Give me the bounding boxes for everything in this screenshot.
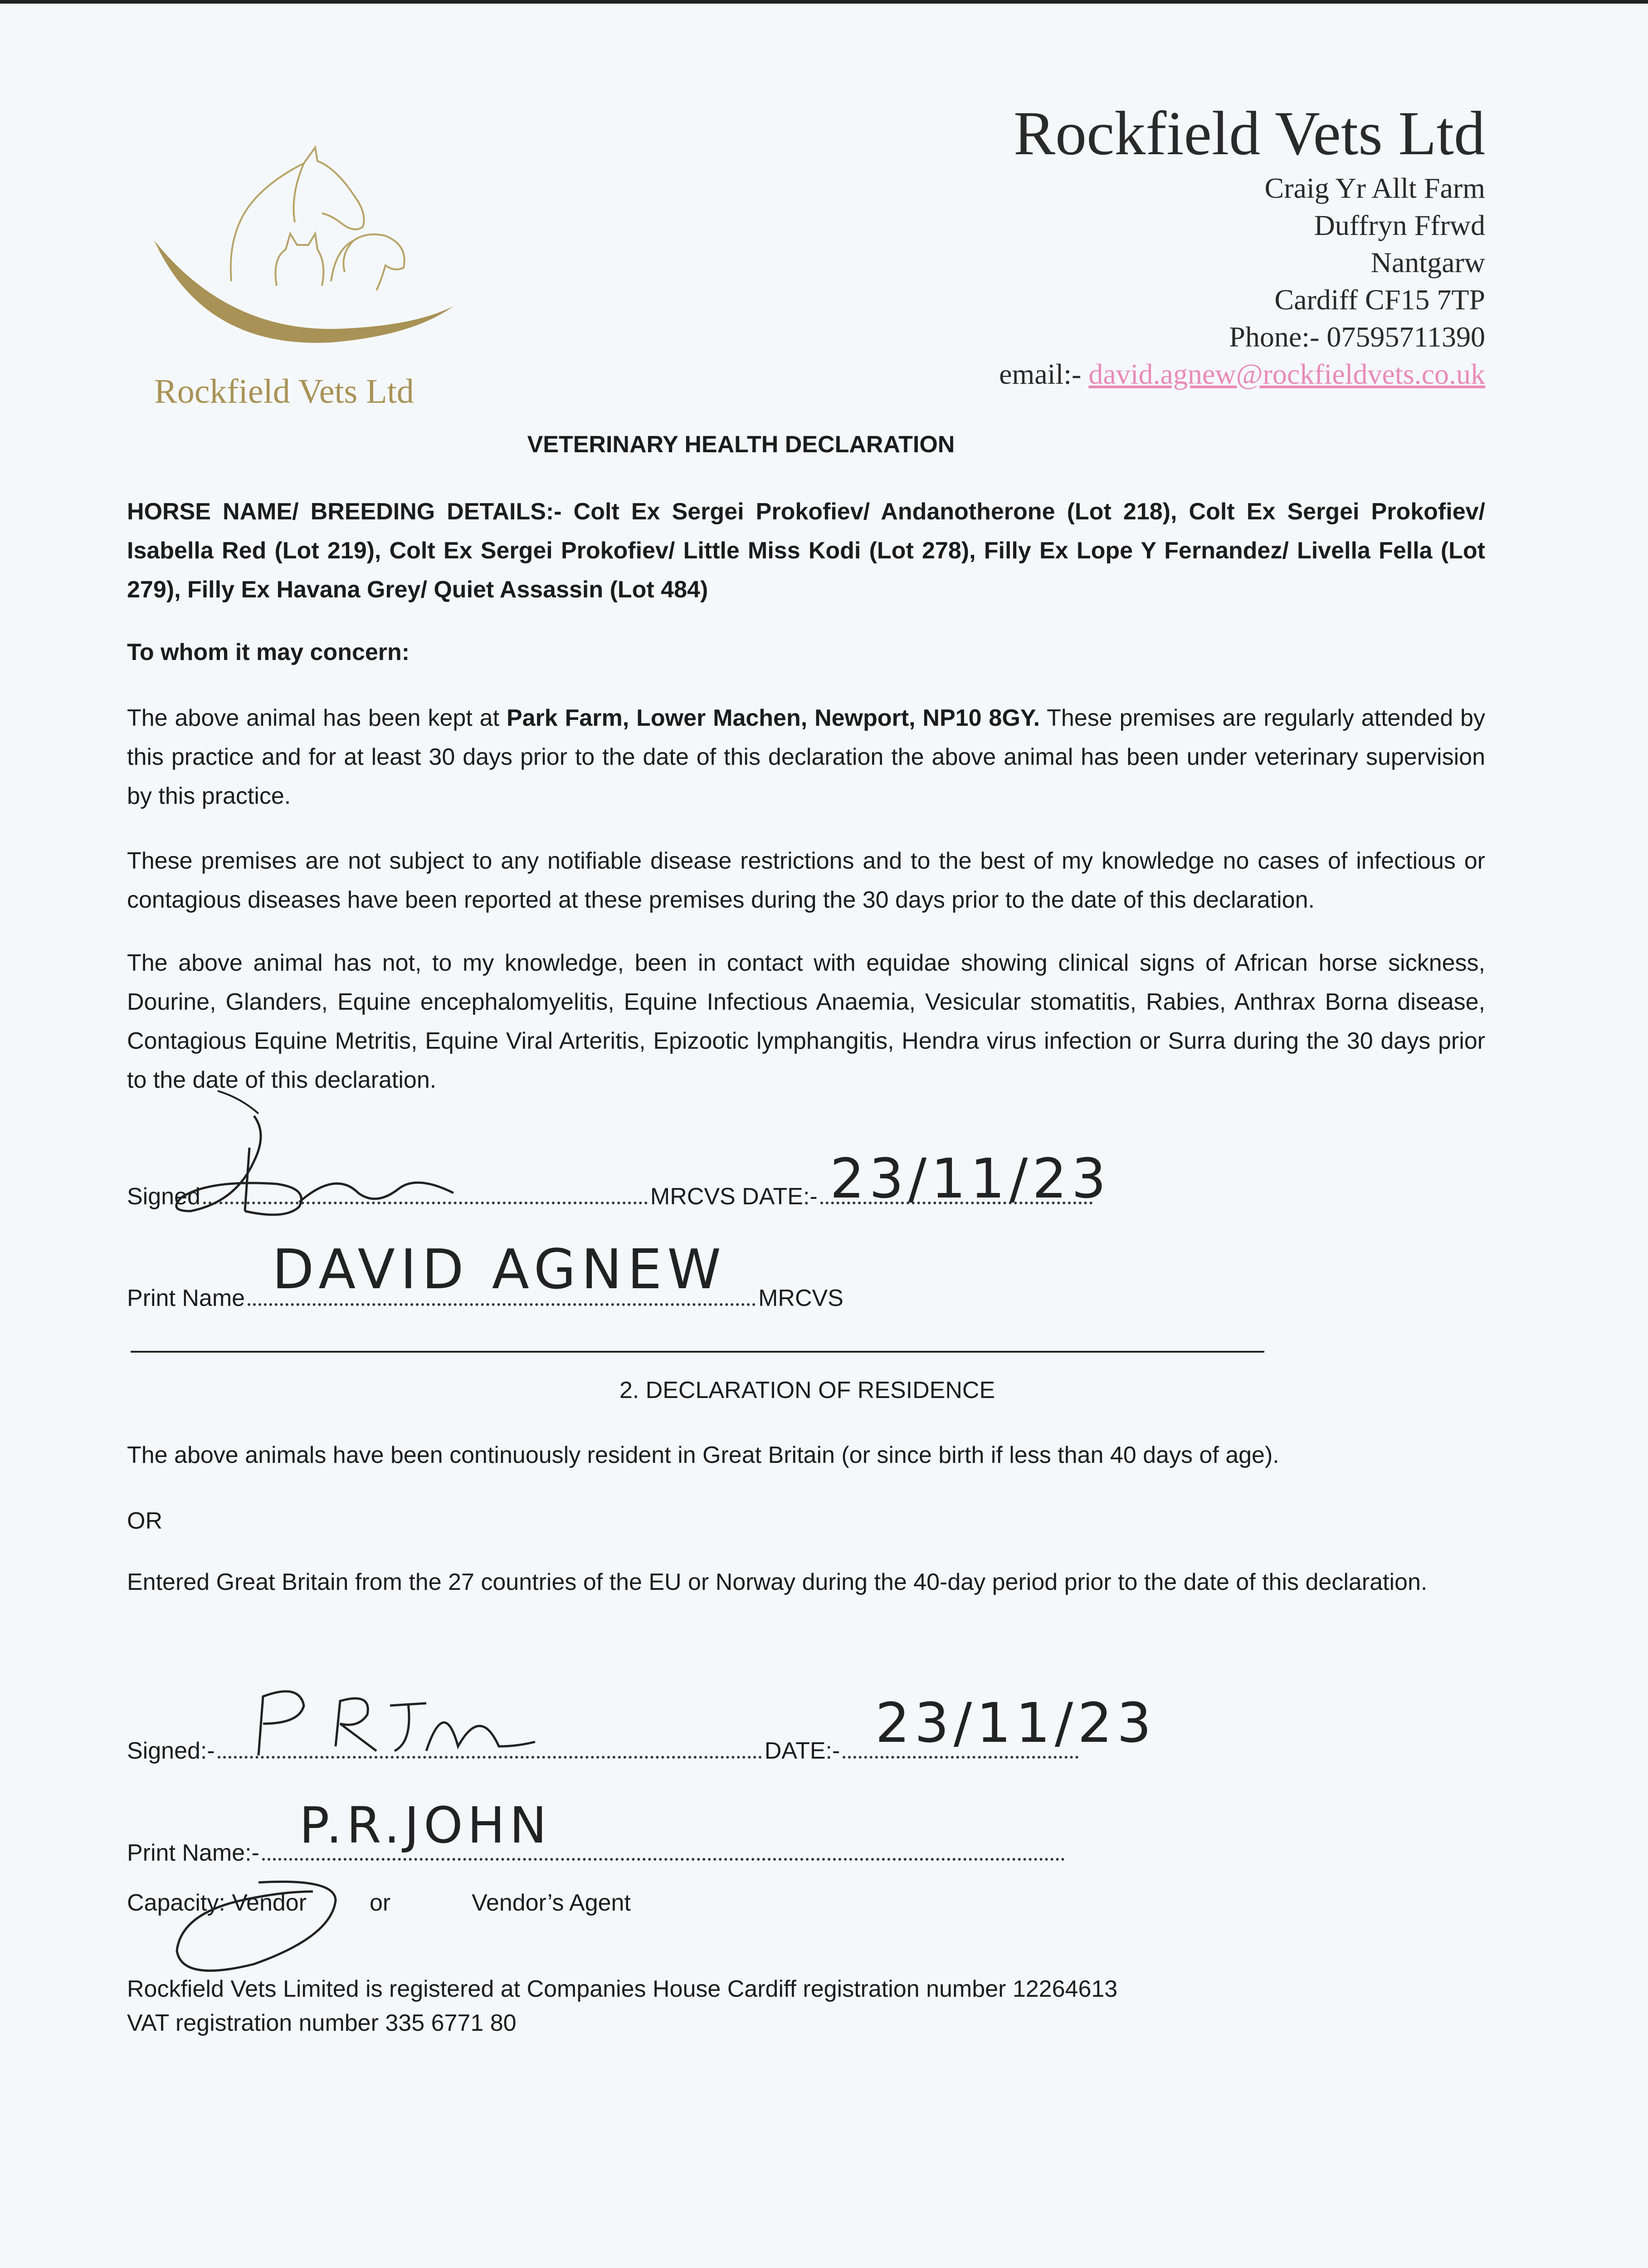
address-line: Duffryn Ffrwd xyxy=(1314,209,1485,241)
mrcvs-label: MRCVS xyxy=(758,1285,844,1311)
mrcvs-date-label: MRCVS DATE:- xyxy=(650,1183,818,1210)
vendor-signed-label: Signed:- xyxy=(127,1738,215,1764)
email-line xyxy=(999,356,1485,393)
address-line: Craig Yr Allt Farm xyxy=(1264,171,1485,204)
email-link[interactable]: david.agnew@rockfieldvets.co.uk xyxy=(1088,357,1485,390)
phone-line: Phone:- 07595711390 xyxy=(1229,320,1485,353)
footer-vat: VAT registration number 335 6771 80 xyxy=(127,2010,517,2036)
paragraph-disease-restrictions: These premises are not subject to any notifiable disease restrictions and to the best of my knowledge no cases of infectious or contagious diseases have been reported at these premises during the 30 days prior to the date of this declaration. xyxy=(127,848,1485,913)
logo xyxy=(141,136,494,426)
residence-statement-2: Entered Great Britain from the 27 countries of the EU or Norway during the 40-day period prior to the date of this declaration. xyxy=(127,1569,1428,1595)
logo-text: Rockfield Vets Ltd xyxy=(154,372,414,411)
address-line: Cardiff CF15 7TP xyxy=(1274,283,1485,316)
horse-details-text: Colt Ex Sergei Prokofiev/ Andanotherone (Lot 218), Colt Ex Sergei Prokofiev/ Isabella Red (Lot 219), Colt Ex Sergei Prokofiev/ Little Miss Kodi (Lot 278), Filly Ex Lope Y Fernandez/ Livella Fella (Lot 279), Filly Ex Havana Grey/ Quiet Assassin (Lot 484) xyxy=(127,499,1485,603)
email-label: email:- xyxy=(999,357,1082,390)
divider xyxy=(131,1351,1264,1353)
vendor-circle-mark xyxy=(163,1873,354,1982)
vet-name-handwritten: DAVID AGNEW xyxy=(272,1238,726,1301)
vendor-print-name-label: Print Name:- xyxy=(127,1840,259,1866)
paragraph-premises xyxy=(127,699,1485,816)
horse-cat-dog-logo-icon xyxy=(141,136,494,372)
signed-label: Signed xyxy=(127,1183,200,1210)
document-title: VETERINARY HEALTH DECLARATION xyxy=(527,431,955,458)
residence-statement-1: The above animals have been continuously resident in Great Britain (or since birth if less than 40 days of age). xyxy=(127,1442,1279,1468)
residence-or: OR xyxy=(127,1508,162,1534)
vet-signature xyxy=(163,1089,490,1225)
para1-before: The above animal has been kept at xyxy=(127,705,500,731)
para1-after: These premises are regularly attended by this practice and for at least 30 days prior to the date of this declaration the above animal has been under veterinary supervision by this practice. xyxy=(127,705,1485,809)
vendor-date-label: DATE:- xyxy=(764,1738,840,1764)
paragraph-contact: The above animal has not, to my knowledge, been in contact with equidae showing clinical signs of African horse sickness, Dourine, Glanders, Equine encephalomyelitis, Equine Infectious Anaemia, Vesicular stomatitis, Rabies, Anthrax Borna disease, Contagious Equine Metritis, Equine Viral Arteritis, Epizootic lymphangitis, Hendra virus infection or Surra during the 30 days prior to the date of this declaration. xyxy=(127,950,1485,1093)
horse-details xyxy=(127,492,1485,609)
vendor-date-handwritten: 23/11/23 xyxy=(875,1692,1156,1755)
footer-registration: Rockfield Vets Limited is registered at Companies House Cardiff registration number 12264613 xyxy=(127,1976,1118,2002)
print-name-label: Print Name xyxy=(127,1285,245,1311)
premises-address: Park Farm, Lower Machen, Newport, NP10 8GY. xyxy=(506,705,1040,731)
capacity-agent: Vendor’s Agent xyxy=(472,1890,631,1916)
capacity-vendor: Vendor xyxy=(232,1890,307,1916)
address-line: Nantgarw xyxy=(1370,246,1485,279)
vendor-signature xyxy=(245,1678,571,1769)
vendor-name-handwritten: P.R.JOHN xyxy=(299,1796,551,1854)
capacity-label: Capacity: xyxy=(127,1890,225,1916)
page-top-edge xyxy=(0,0,1648,4)
capacity-or: or xyxy=(369,1890,391,1916)
residence-heading: 2. DECLARATION OF RESIDENCE xyxy=(619,1377,995,1403)
vet-date-handwritten: 23/11/23 xyxy=(830,1148,1111,1211)
company-name: Rockfield Vets Ltd xyxy=(1014,98,1485,168)
salutation: To whom it may concern: xyxy=(127,639,410,665)
company-header xyxy=(999,98,1485,393)
vendor-print-name-row xyxy=(127,1839,1068,1867)
horse-details-label: HORSE NAME/ BREEDING DETAILS:- xyxy=(127,499,562,525)
